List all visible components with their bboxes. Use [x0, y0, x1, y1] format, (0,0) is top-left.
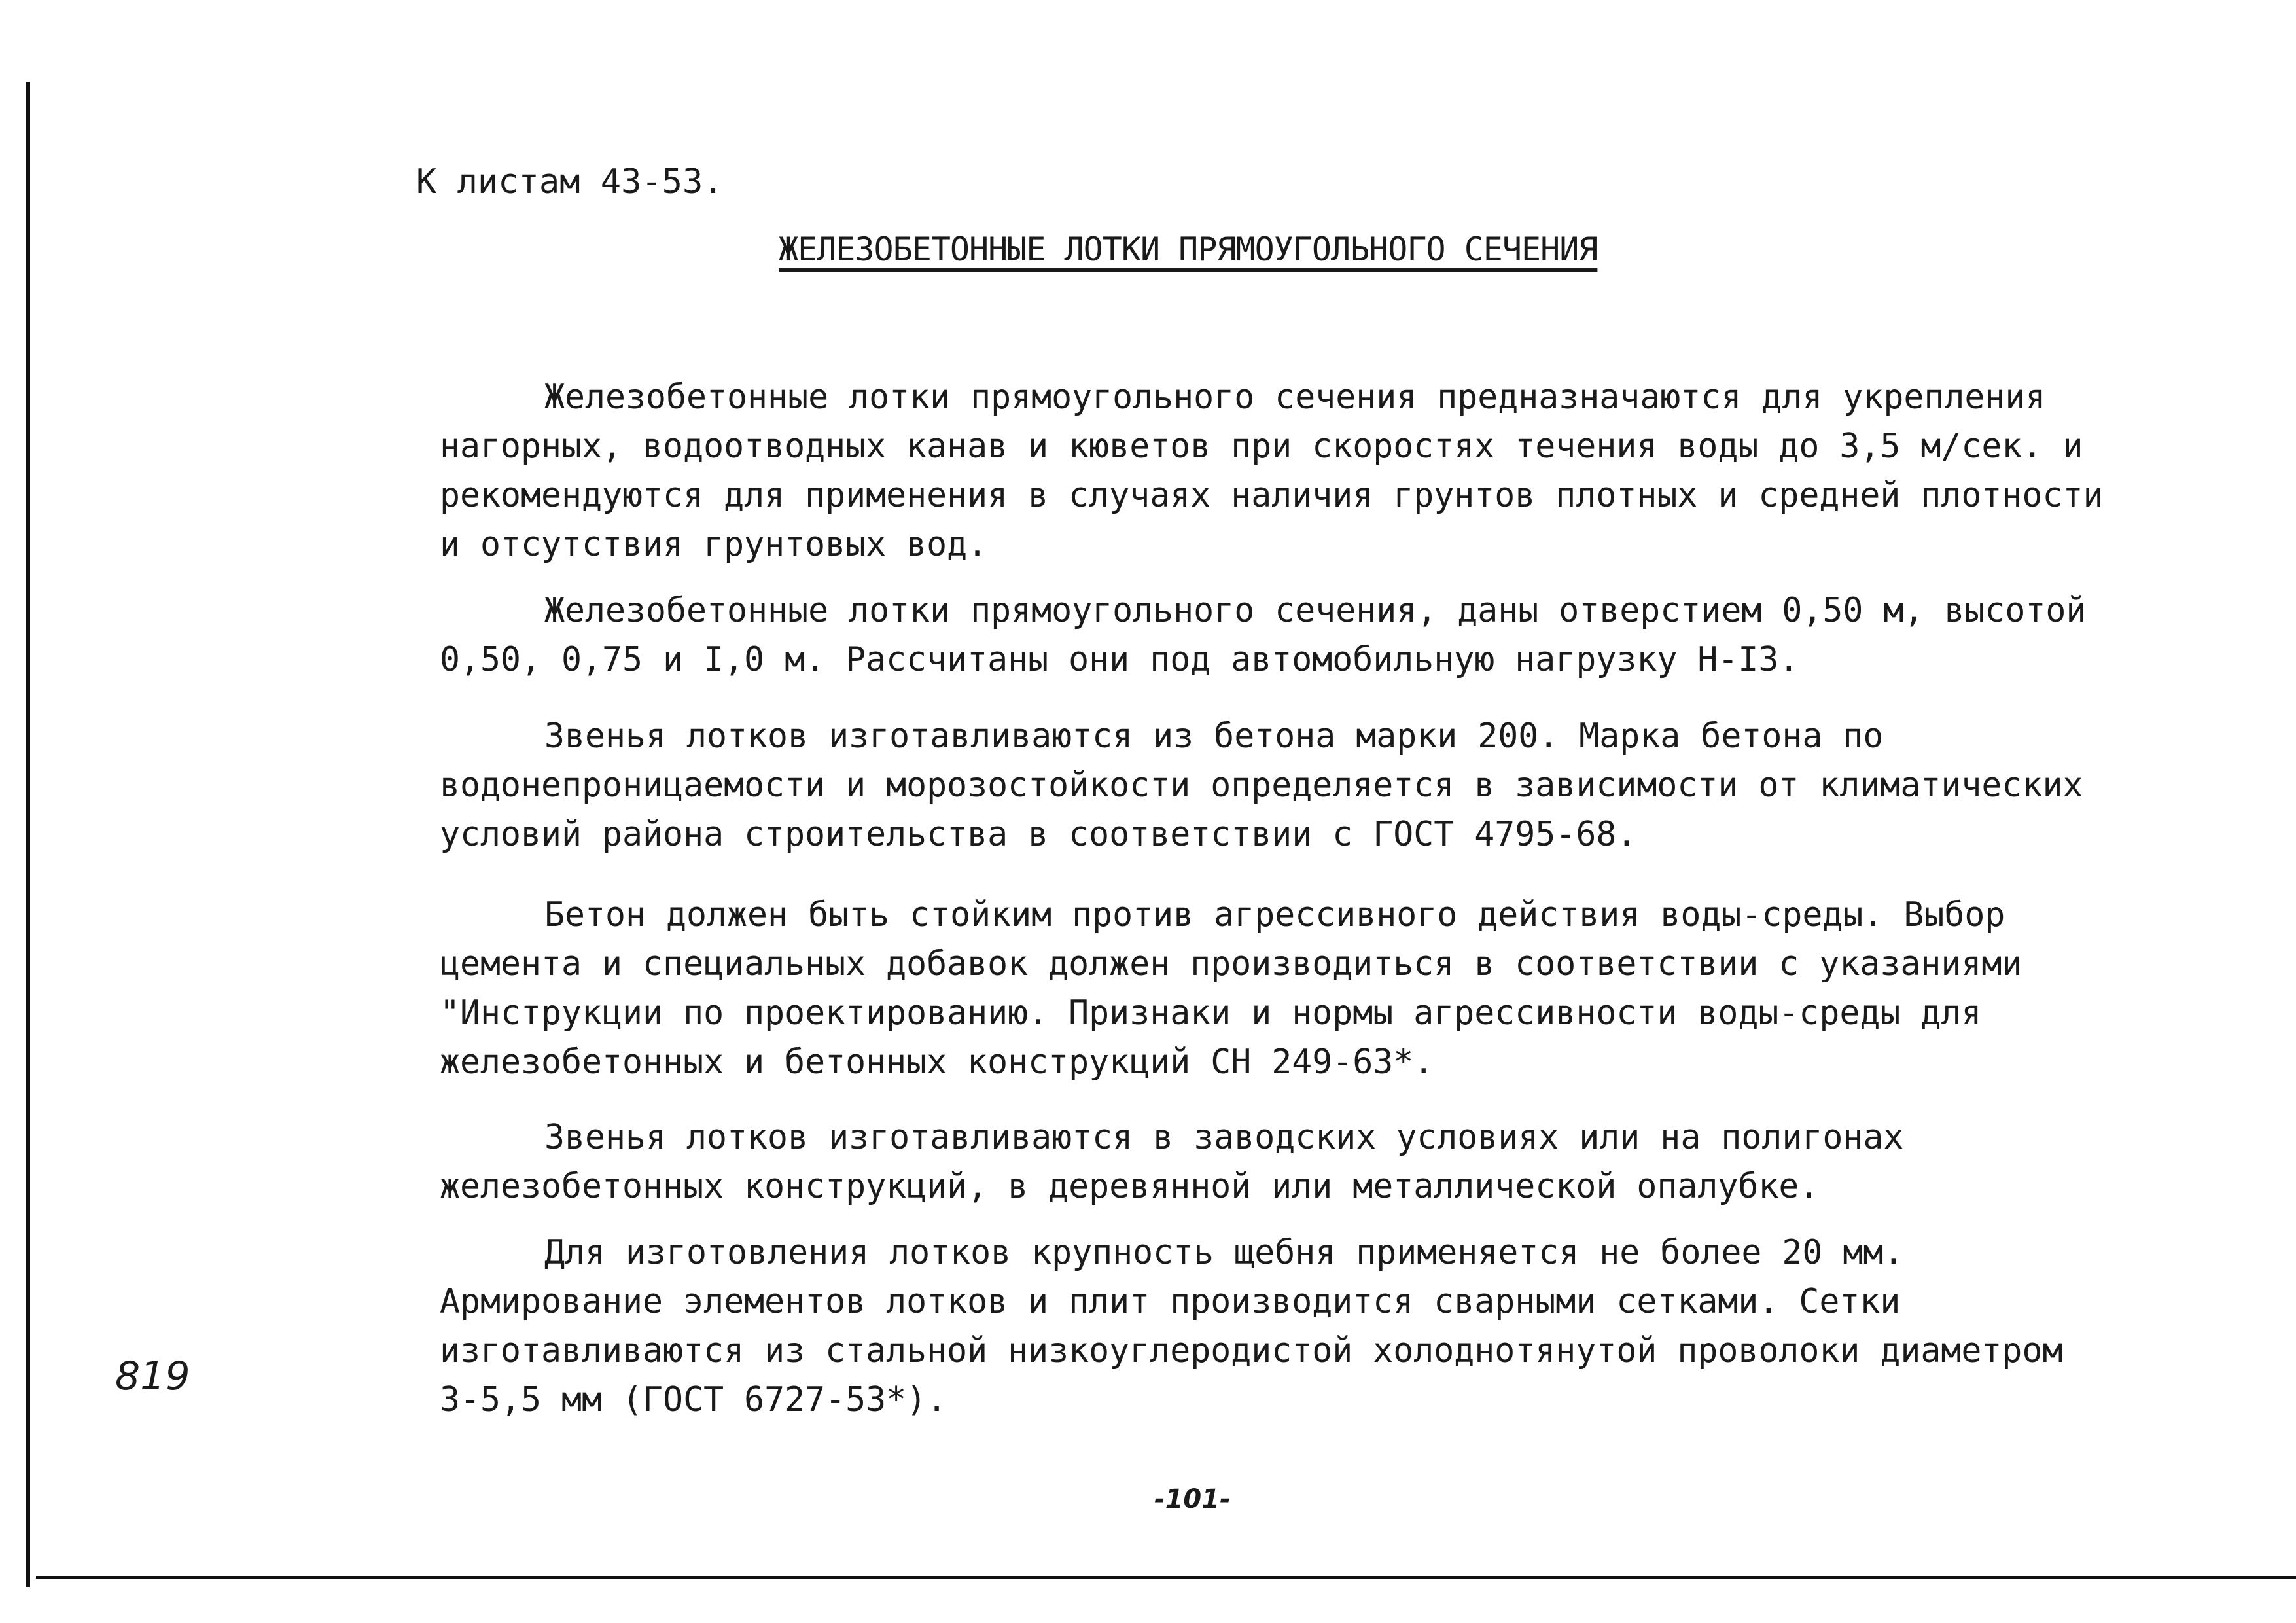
- page-number: -101-: [1154, 1484, 1231, 1514]
- paragraph-manufacturing: Звенья лотков изготавливаются в заводских условиях или на полигонах железобетонных конструкций, в деревянной или металлической опалубке.: [440, 1118, 1904, 1206]
- body-text: [440, 373, 2115, 1442]
- paragraph-concrete-grade: Звенья лотков изготавливаются из бетона марки 200. Марка бетона по водонепроницаемости и морозостойкости определяется в зависимости от климатических условий района строительства в соответствии с ГОСТ 4795-68.: [440, 717, 2083, 854]
- paragraph-dimensions: Железобетонные лотки прямоугольного сечения, даны отверстием 0,50 м, высотой 0,50, 0,75 и I,0 м. Рассчитаны они под автомобильную нагрузку Н-I3.: [440, 591, 2087, 679]
- sheet-reference: К листам 43-53.: [416, 162, 724, 202]
- left-border-line: [26, 82, 30, 1587]
- document-title: ЖЕЛЕЗОБЕТОННЫЕ ЛОТКИ ПРЯМОУГОЛЬНОГО СЕЧЕНИЯ: [779, 230, 1598, 268]
- bottom-border-line: [36, 1576, 2296, 1579]
- side-number: 819: [115, 1353, 190, 1399]
- paragraph-aggressive-resistance: Бетон должен быть стойким против агрессивного действия воды-среды. Выбор цемента и специальных добавок должен производиться в соответствии с указаниями "Инструкции по проектированию. Признаки и нормы агрессивности воды-среды для железобетонных и бетонных конструкций СН 249-63*.: [440, 895, 2022, 1082]
- paragraph-purpose: Железобетонные лотки прямоугольного сечения предназначаются для укрепления нагорных, водоотводных канав и кюветов при скоростях течения воды до 3,5 м/сек. и рекомендуются для применения в случаях наличия грунтов плотных и средней плотности и отсутствия грунтовых вод.: [440, 378, 2104, 564]
- paragraph-reinforcement: Для изготовления лотков крупность щебня применяется не более 20 мм. Армирование элементов лотков и плит производится сварными сетками. Сетки изготавливаются из стальной низкоуглеродистой холоднотянутой проволоки диаметром 3-5,5 мм (ГОСТ 6727-53*).: [440, 1233, 2063, 1419]
